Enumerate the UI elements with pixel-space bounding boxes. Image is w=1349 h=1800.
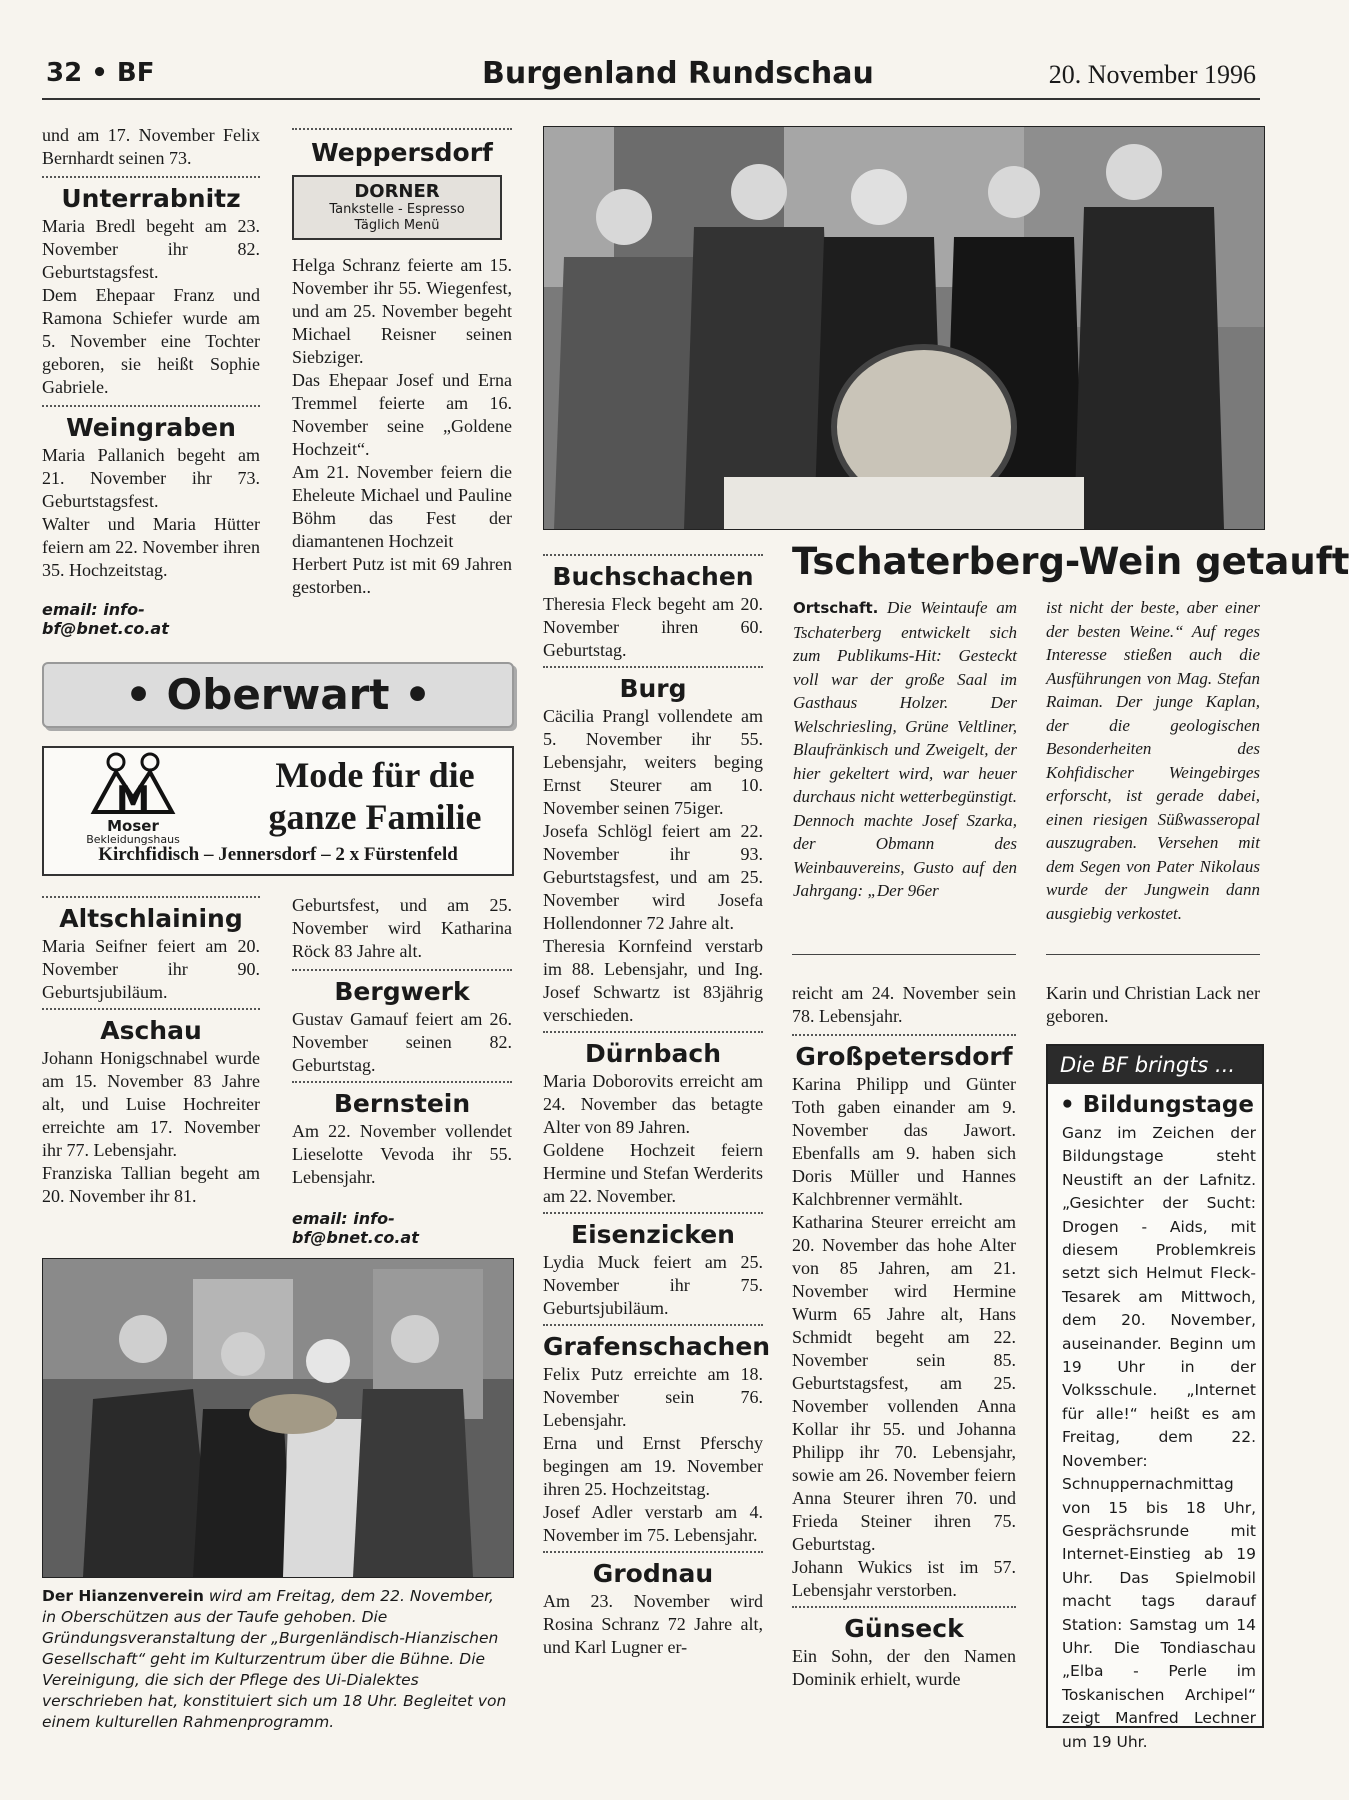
- dorner-ad: [292, 175, 502, 240]
- dorner-line1: Tankstelle - Espresso: [329, 202, 465, 217]
- section-title-grodnau: Grodnau: [543, 1551, 763, 1588]
- section-title-grosspetersdorf: Großpetersdorf: [792, 1034, 1016, 1071]
- article-rule-b: [1046, 954, 1260, 955]
- section-title-bergwerk: Bergwerk: [292, 969, 512, 1006]
- moser-slogan-2: ganze Familie: [268, 797, 482, 837]
- section-title-aschau: Aschau: [42, 1008, 260, 1045]
- section-text-duernbach: Maria Doborovits erreicht am 24. November das betagte Alter von 89 Jahren. Goldene Hochzeit feiern Hermine und Stefan Werderits am 22. November.: [543, 1071, 763, 1206]
- section-text-buchschachen: Theresia Fleck begeht am 20. November ihren 60. Geburtstag.: [543, 594, 763, 660]
- article-col-b: ist nicht der beste, aber einer der besten Weine.“ Auf reges Interesse stießen auch die Ausführungen von Mag. Stefan Raiman. Der junge Kaplan, der die geologischen Besonderheiten des Kohfidischer Weingebirges erforscht, ist gerade dabei, einen riesigen Süßwasseropal auszugraben. Versehen mit dem Segen von Pater Nikolaus wurde der Jungwein dann ausgiebig verkostet.: [1046, 598, 1260, 923]
- moser-ad: [42, 746, 514, 876]
- col4-intro: reicht am 24. November sein 78. Lebensjahr.: [792, 983, 1016, 1026]
- col2-mid: [292, 894, 512, 1247]
- col2-intro: Geburtsfest, und am 25. November wird Katharina Röck 83 Jahre alt.: [292, 895, 512, 961]
- col1-top: [42, 124, 260, 638]
- section-text-bernstein: Am 22. November vollendet Lieselotte Vevoda ihr 55. Lebensjahr.: [292, 1121, 512, 1187]
- page-header: [42, 52, 1260, 100]
- moser-slogan: [240, 754, 510, 838]
- box-heading: • Bildungstage: [1060, 1092, 1254, 1118]
- article-text-a: Die Weintaufe am Tschaterberg entwickelt sich zum Publikums-Hit: Gesteckt voll war der große Saal im Gasthaus Holzer. Der Welschriesling, Grüne Veltliner, Blaufränkisch und Zweigelt, der hier gekeltert wird, war heuer durchaus nicht wetterbegünstigt. Dennoch machte Josef Szarka, der Obmann des Weinbauvereins, Gusto auf den Jahrgang: „Der 96er: [793, 598, 1017, 900]
- section-text-bergwerk: Gustav Gamauf feiert am 26. November seinen 82. Geburtstag.: [292, 1009, 512, 1075]
- newspaper-title: Burgenland Rundschau: [482, 56, 874, 91]
- section-text-altschlaining: Maria Seifner feiert am 20. November ihr 90. Geburtsjubiläum.: [42, 936, 260, 1002]
- oberwart-banner: [42, 662, 514, 728]
- col5: [1046, 982, 1260, 1028]
- contact-email[interactable]: email: info-bf@bnet.co.at: [42, 600, 169, 638]
- col2-top: [292, 124, 512, 599]
- moser-logo-icon: [88, 752, 178, 819]
- dorner-name: DORNER: [354, 181, 440, 202]
- box-title: Die BF bringts ...: [1048, 1046, 1262, 1084]
- caption-lead: Der Hianzenverein: [42, 1587, 204, 1605]
- moser-slogan-1: Mode für die: [275, 755, 475, 795]
- section-title-duernbach: Dürnbach: [543, 1031, 763, 1068]
- article-col-a: [793, 596, 1017, 903]
- section-text-unterrabnitz: Maria Bredl begeht am 23. November ihr 82. Geburtstagsfest. Dem Ehepaar Franz und Ramona Schiefer wurde am 5. November eine Tochter geboren, sie heißt Sophie Gabriele.: [42, 216, 260, 397]
- dorner-line2: Täglich Menü: [354, 218, 440, 233]
- weintaufe-photo: [543, 126, 1265, 530]
- article-rule-a: [792, 954, 1016, 955]
- moser-logo: [58, 752, 208, 846]
- section-title-burg: Burg: [543, 666, 763, 703]
- box-text: Ganz im Zeichen der Bildungstage steht Neustift an der Lafnitz. „Gesichter der Sucht: Drogen - Aids, mit diesem Problemkreis setzt sich Helmut Fleck-Tesarek am Mittwoch, dem 20. November, auseinander. Beginn um 19 Uhr in der Volksschule. „Internet für alle!“ heißt es am Freitag, dem 22. November: Schnuppernachmittag von 15 bis 18 Uhr, Gesprächsrunde mit Internet-Einstieg ab 19 Uhr. Das Spielmobil macht tags darauf Station: Samstag um 14 Uhr. Die Tondiaschau „Elba - Perle im Toskanischen Archipel“ zeigt Manfred Lechner um 19 Uhr.: [1062, 1124, 1256, 1751]
- col5-intro: Karin und Christian Lack ner geboren.: [1046, 983, 1260, 1026]
- section-title-weppersdorf: Weppersdorf: [292, 128, 512, 167]
- banner-title: • Oberwart •: [125, 670, 431, 719]
- contact-email-2[interactable]: email: info-bf@bnet.co.at: [292, 1209, 419, 1247]
- section-title-eisenzicken: Eisenzicken: [543, 1212, 763, 1249]
- section-title-bernstein: Bernstein: [292, 1081, 512, 1118]
- col3: [543, 550, 771, 1659]
- moser-logo-letter: M: [116, 779, 150, 819]
- hianzenverein-caption: [42, 1586, 512, 1733]
- issue-date: 20. November 1996: [1048, 60, 1256, 89]
- section-title-guenseck: Günseck: [792, 1606, 1016, 1643]
- col4: [792, 982, 1016, 1691]
- section-text-eisenzicken: Lydia Muck feiert am 25. November ihr 75. Geburtsjubiläum.: [543, 1252, 763, 1318]
- article-headline: Tschaterberg-Wein getauft: [792, 540, 1349, 583]
- section-text-grafenschachen: Felix Putz erreichte am 18. November sein 76. Lebensjahr. Erna und Ernst Pferschy begingen am 19. November ihren 25. Hochzeitstag. Josef Adler verstarb am 4. November im 75. Lebensjahr.: [543, 1364, 763, 1545]
- moser-brand: Moser: [107, 817, 159, 835]
- section-text-weppersdorf: Helga Schranz feierte am 15. November ihr 55. Wiegenfest, und am 25. November begeht Michael Reisner seinen Siebziger. Das Ehepaar Josef und Erna Tremmel feierte am 16. November seine „Goldene Hochzeit“. Am 21. November feiern die Eheleute Michael und Pauline Böhm das Fest der diamantenen Hochzeit Herbert Putz ist mit 69 Jahren gestorben..: [292, 255, 512, 597]
- page-number: 32 • BF: [46, 58, 155, 88]
- section-text-aschau: Johann Honigschnabel wurde am 15. November 83 Jahre alt, und Luise Hochreiter erreichte am 17. November ihr 77. Lebensjahr. Franziska Tallian begeht am 20. November ihr 81.: [42, 1048, 260, 1206]
- section-title-buchschachen: Buchschachen: [543, 554, 763, 591]
- section-text-grodnau: Am 23. November wird Rosina Schranz 72 Jahre alt, und Karl Lugner er-: [543, 1591, 763, 1657]
- moser-locations: Kirchfidisch – Jennersdorf – 2 x Fürstenfeld: [98, 844, 458, 865]
- moser-sub: Bekleidungshaus: [86, 833, 180, 846]
- section-text-grosspetersdorf: Karina Philipp und Günter Toth gaben einander am 9. November das Jawort. Ebenfalls am 9. haben sich Doris Müller und Hannes Kalchbrenner vermählt. Katharina Steurer erreicht am 20. November das hohe Alter von 85 Jahren, am 21. November wird Hermine Wurm 65 Jahre alt, Hans Schmidt begeht am 22. November sein 85. Geburtstagsfest, am 25. November vollenden Anna Kollar ihr 55. und Johanna Philipp ihr 70. Lebensjahr, sowie am 26. November feiern Anna Steurer ihren 70. und Frieda Steiner ihren 75. Geburtstag. Johann Wukics ist im 57. Lebensjahr verstorben.: [792, 1074, 1016, 1600]
- section-title-altschlaining: Altschlaining: [42, 896, 260, 933]
- section-title-unterrabnitz: Unterrabnitz: [42, 176, 260, 213]
- section-text-weingraben: Maria Pallanich begeht am 21. November ihr 73. Geburtstagsfest. Walter und Maria Hütter feiern am 22. November ihren 35. Hochzeitstag.: [42, 445, 260, 580]
- caption-text: wird am Freitag, dem 22. November, in Oberschützen aus der Taufe gehoben. Die Gründungsveranstaltung der „Burgenländisch-Hianzischen Gesellschaft“ geht im Kulturzentrum über die Bühne. Die Vereinigung, die sich der Pflege des Ui-Dialektes verschrieben hat, konstituiert sich um 18 Uhr. Begleitet von einem kulturellen Rahmenprogramm.: [42, 1587, 507, 1731]
- section-title-weingraben: Weingraben: [42, 405, 260, 442]
- section-title-grafenschachen: Grafenschachen: [543, 1324, 763, 1361]
- bf-bringts-box: [1046, 1044, 1264, 1751]
- hianzenverein-photo-image: [43, 1259, 513, 1577]
- article-lead: Ortschaft.: [793, 599, 879, 617]
- col1-mid: [42, 892, 260, 1208]
- col1-intro: und am 17. November Felix Bernhardt seinen 73.: [42, 125, 260, 168]
- weintaufe-photo-image: [544, 127, 1264, 529]
- section-text-burg: Cäcilia Prangl vollendete am 5. November ihr 55. Lebensjahr, weiters beging Ernst Steurer am 10. November seinen 75iger. Josefa Schlögl feiert am 22. November ihr 93. Geburtstagsfest, und am 25. November wird Josefa Hollendonner 72 Jahre alt. Theresia Kornfeind verstarb im 88. Lebensjahr, und Ing. Josef Schwartz ist 83jährig verschieden.: [543, 706, 763, 1025]
- hianzenverein-photo: [42, 1258, 514, 1578]
- section-text-guenseck: Ein Sohn, der den Namen Dominik erhielt, wurde: [792, 1646, 1016, 1689]
